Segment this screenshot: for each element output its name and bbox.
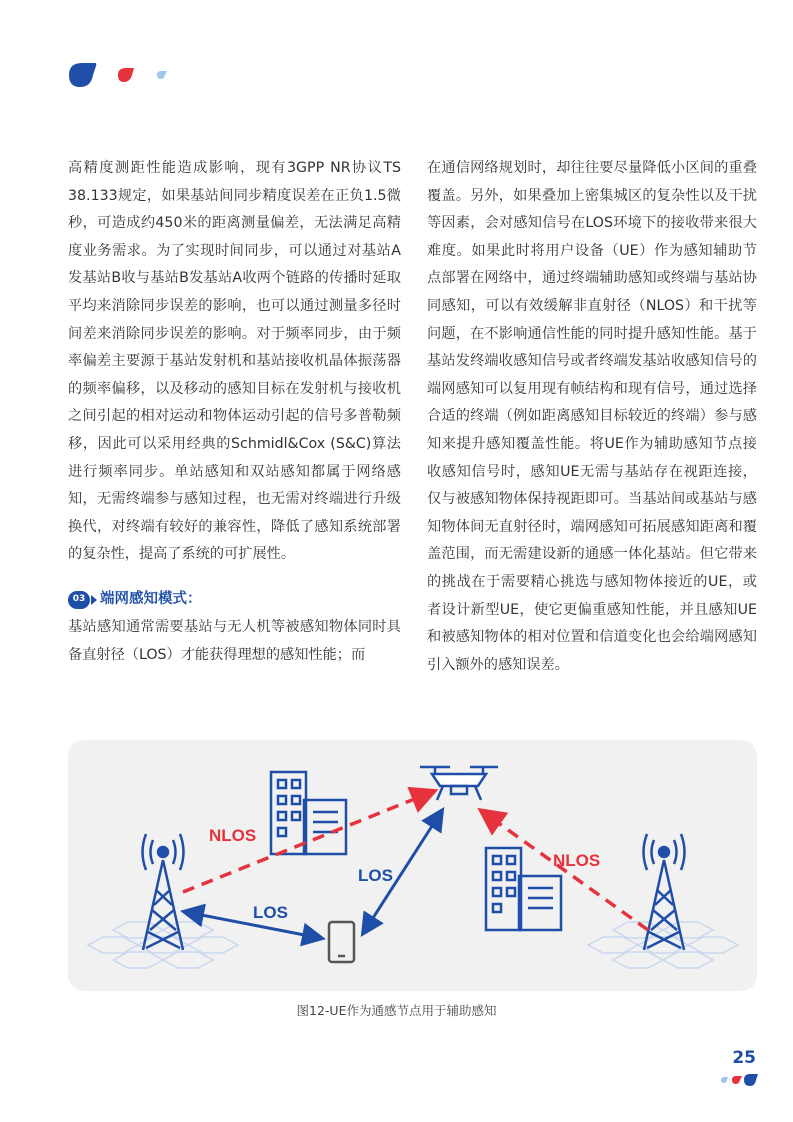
figure-caption: 图12-UE作为通感节点用于辅助感知: [296, 1003, 497, 1018]
blue-drop-large: [69, 63, 96, 87]
header-decoration: [60, 58, 180, 94]
sensing-diagram: [68, 740, 757, 991]
footer-decoration: [718, 1072, 760, 1088]
right-column: [427, 155, 757, 679]
page-number: 25: [732, 1048, 756, 1068]
left-paragraph-2: 基站感知通常需要基站与无人机等被感知物体同时具备直射径（LOS）才能获得理想的感知性能；而: [68, 618, 401, 663]
left-column: [68, 155, 401, 669]
badge-arrow-icon: [91, 595, 97, 605]
subheading-title: 端网感知模式：: [100, 591, 202, 608]
right-hex-ground: [588, 922, 738, 968]
los-label-lower: LOS: [253, 903, 288, 922]
phone-ue-icon: [329, 922, 354, 962]
building-icon-top: [271, 772, 346, 854]
left-hex-ground: [88, 922, 238, 968]
footer-blue-drop: [744, 1074, 758, 1086]
los-label-upper: LOS: [358, 866, 393, 885]
nlos-label-left: NLOS: [209, 826, 257, 845]
left-paragraph-1: 高精度测距性能造成影响，现有3GPP NR协议TS 38.133规定，如果基站间同步精度误差在正负1.5微秒，可造成约450米的距离测量偏差，无法满足高精度业务需求。为了实现时间同步，可以通过对基站A发基站B收与基站B发基站A收两个链路的传播时延取平均来消除同步误差的影响，也可以通过测量多径时间差来消除同步误差的影响。对于频率同步，由于频率偏差主要源于基站发射机和基站接收机晶体振荡器的频率偏移，以及移动的感知目标在发射机与接收机之间引起的相对运动和物体运动引起的信号多普勒频移，因此可以采用经典的Schmidl&Cox (S&C)算法进行频率同步。单站感知和双站感知都属于网络感知，无需终端参与感知过程，也无需对终端进行升级换代，对终端有较好的兼容性，降低了感知系统部署的复杂性，提高了系统的可扩展性。: [68, 160, 401, 563]
drone-icon: [420, 767, 498, 800]
section-number-badge: 03: [68, 591, 90, 609]
subheading: [68, 586, 401, 614]
footer-red-drop: [732, 1076, 742, 1084]
right-base-station-icon: [644, 834, 685, 950]
footer-light-blue-drop: [721, 1077, 728, 1083]
right-paragraph: 在通信网络规划时，却往往要尽量降低小区间的重叠覆盖。另外，如果叠加上密集城区的复杂性以及干扰等因素，会对感知信号在LOS环境下的接收带来很大难度。如果此时将用户设备（UE）作为感知辅助节点部署在网络中，通过终端辅助感知或终端与基站协同感知，可以有效缓解非直射径（NLOS）和干扰等问题，在不影响通信性能的同时提升感知性能。基于基站发终端收感知信号或者终端发基站收感知信号的端网感知可以复用现有帧结构和现有信号，通过选择合适的终端（例如距离感知目标较近的终端）参与感知来提升感知覆盖性能。将UE作为辅助感知节点接收感知信号时，感知UE无需与基站存在视距连接，仅与被感知物体保持视距即可。当基站间或基站与感知物体间无直射径时，端网感知可拓展感知距离和覆盖范围，而无需建设新的通感一体化基站。但它带来的挑战在于需要精心挑选与感知物体接近的UE，或者设计新型UE，使它更偏重感知性能，并且感知UE和被感知物体的相对位置和信道变化也会给端网感知引入额外的感知误差。: [427, 160, 757, 673]
light-blue-drop: [157, 71, 167, 79]
figure-panel: [68, 740, 757, 991]
nlos-label-right: NLOS: [553, 851, 601, 870]
red-drop: [118, 68, 134, 82]
left-base-station-icon: [143, 834, 184, 950]
